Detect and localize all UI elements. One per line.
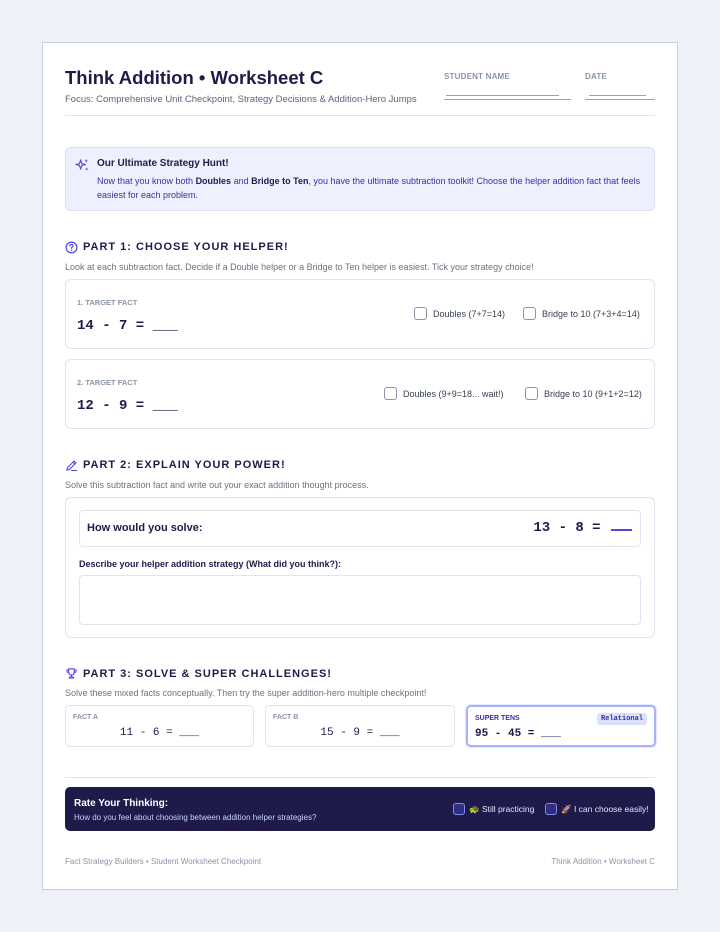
option-label: Bridge to 10 (9+1+2=12)	[544, 388, 642, 399]
fact-b-card	[265, 705, 455, 747]
option-label: 🐢 Still practicing	[469, 803, 535, 814]
student-name-line[interactable]	[446, 95, 559, 96]
fact-label: FACT B	[273, 714, 299, 721]
focus-subtitle: Focus: Comprehensive Unit Checkpoint, Strategy Decisions & Addition-Hero Jumps	[65, 94, 417, 105]
option-doubles[interactable]	[384, 387, 504, 400]
intro-callout	[65, 147, 655, 211]
sparkles-icon	[75, 158, 90, 173]
option-bridge-to-10[interactable]	[525, 387, 642, 400]
part1-heading: PART 1: CHOOSE YOUR HELPER!	[83, 241, 289, 253]
checkbox[interactable]	[453, 803, 465, 815]
date-underline	[585, 99, 655, 100]
page-title: Think Addition • Worksheet C	[65, 67, 324, 88]
target-fact-card-1	[65, 279, 655, 349]
footer-left: Fact Strategy Builders • Student Worksheet Checkpoint	[65, 857, 262, 866]
rate-title: Rate Your Thinking:	[74, 798, 169, 809]
worksheet-page	[42, 42, 678, 890]
fact-label: FACT A	[73, 714, 99, 721]
part1-subtitle: Look at each subtraction fact. Decide if a Double helper or a Bridge to Ten helper is easiest. Tick your strategy choice!	[65, 262, 534, 272]
checkbox[interactable]	[545, 803, 557, 815]
option-label: Doubles (9+9=18... wait!)	[403, 388, 504, 399]
option-label: Doubles (7+7=14)	[433, 308, 506, 319]
student-name-label: STUDENT NAME	[444, 72, 510, 81]
date-line[interactable]	[589, 95, 646, 96]
relational-badge: Relational	[597, 713, 647, 725]
target-fact: 14 - 7 = ___	[77, 318, 178, 334]
target-fact-card-2	[65, 359, 655, 429]
date-label: DATE	[585, 72, 607, 81]
rate-thinking-bar	[65, 787, 655, 831]
worksheet-content	[65, 43, 655, 889]
part3-subtitle: Solve these mixed facts conceptually. Then try the super addition-hero multiple checkpoint!	[65, 688, 427, 698]
strategy-answer-box[interactable]	[79, 575, 641, 625]
part2-heading: PART 2: EXPLAIN YOUR POWER!	[83, 459, 286, 471]
super-tens-card	[466, 705, 656, 747]
checkbox[interactable]	[384, 387, 397, 400]
answer-blank[interactable]	[611, 521, 632, 531]
intro-title: Our Ultimate Strategy Hunt!	[97, 158, 229, 169]
option-choose-easily[interactable]	[545, 803, 649, 815]
target-fact	[533, 520, 632, 536]
fact-label: SUPER TENS	[475, 715, 520, 722]
question-circle-icon	[65, 241, 78, 254]
checkbox[interactable]	[525, 387, 538, 400]
part3-heading: PART 3: SOLVE & SUPER CHALLENGES!	[83, 668, 332, 680]
option-bridge-to-10[interactable]	[523, 307, 640, 320]
option-still-practicing[interactable]	[453, 803, 534, 815]
fact-text[interactable]: 11 - 6 = ___	[119, 727, 200, 739]
option-label: 🚀 I can choose easily!	[561, 803, 649, 814]
footer-right: Think Addition • Worksheet C	[551, 857, 655, 866]
part2-subtitle: Solve this subtraction fact and write out your exact addition thought process.	[65, 480, 369, 490]
fact-text[interactable]: 15 - 9 = ___	[320, 727, 400, 739]
target-fact: 12 - 9 = ___	[77, 398, 178, 414]
checkbox[interactable]	[523, 307, 536, 320]
question-row	[79, 510, 641, 547]
fact-a-card	[65, 705, 254, 747]
explain-card	[65, 497, 655, 638]
question-text: How would you solve:	[87, 522, 203, 534]
option-doubles[interactable]	[414, 307, 505, 320]
fact-text: 13 - 8 =	[533, 520, 609, 536]
intro-text: Now that you know both Doubles and Bridge to Ten, you have the ultimate subtraction toolkit! Choose the helper addition fact that feels easiest for each problem.	[97, 176, 641, 200]
card-label: 1. TARGET FACT	[77, 298, 138, 307]
section-divider	[65, 777, 655, 778]
card-label: 2. TARGET FACT	[77, 378, 138, 387]
student-name-underline	[444, 99, 571, 100]
trophy-icon	[65, 667, 78, 680]
option-label: Bridge to 10 (7+3+4=14)	[542, 308, 640, 319]
pencil-icon	[65, 459, 78, 472]
checkbox[interactable]	[414, 307, 427, 320]
fact-text[interactable]: 95 - 45 = ___	[475, 728, 561, 740]
header-divider	[65, 115, 655, 116]
rate-subtitle: How do you feel about choosing between addition helper strategies?	[74, 813, 317, 822]
describe-label: Describe your helper addition strategy (What did you think?):	[79, 559, 342, 569]
